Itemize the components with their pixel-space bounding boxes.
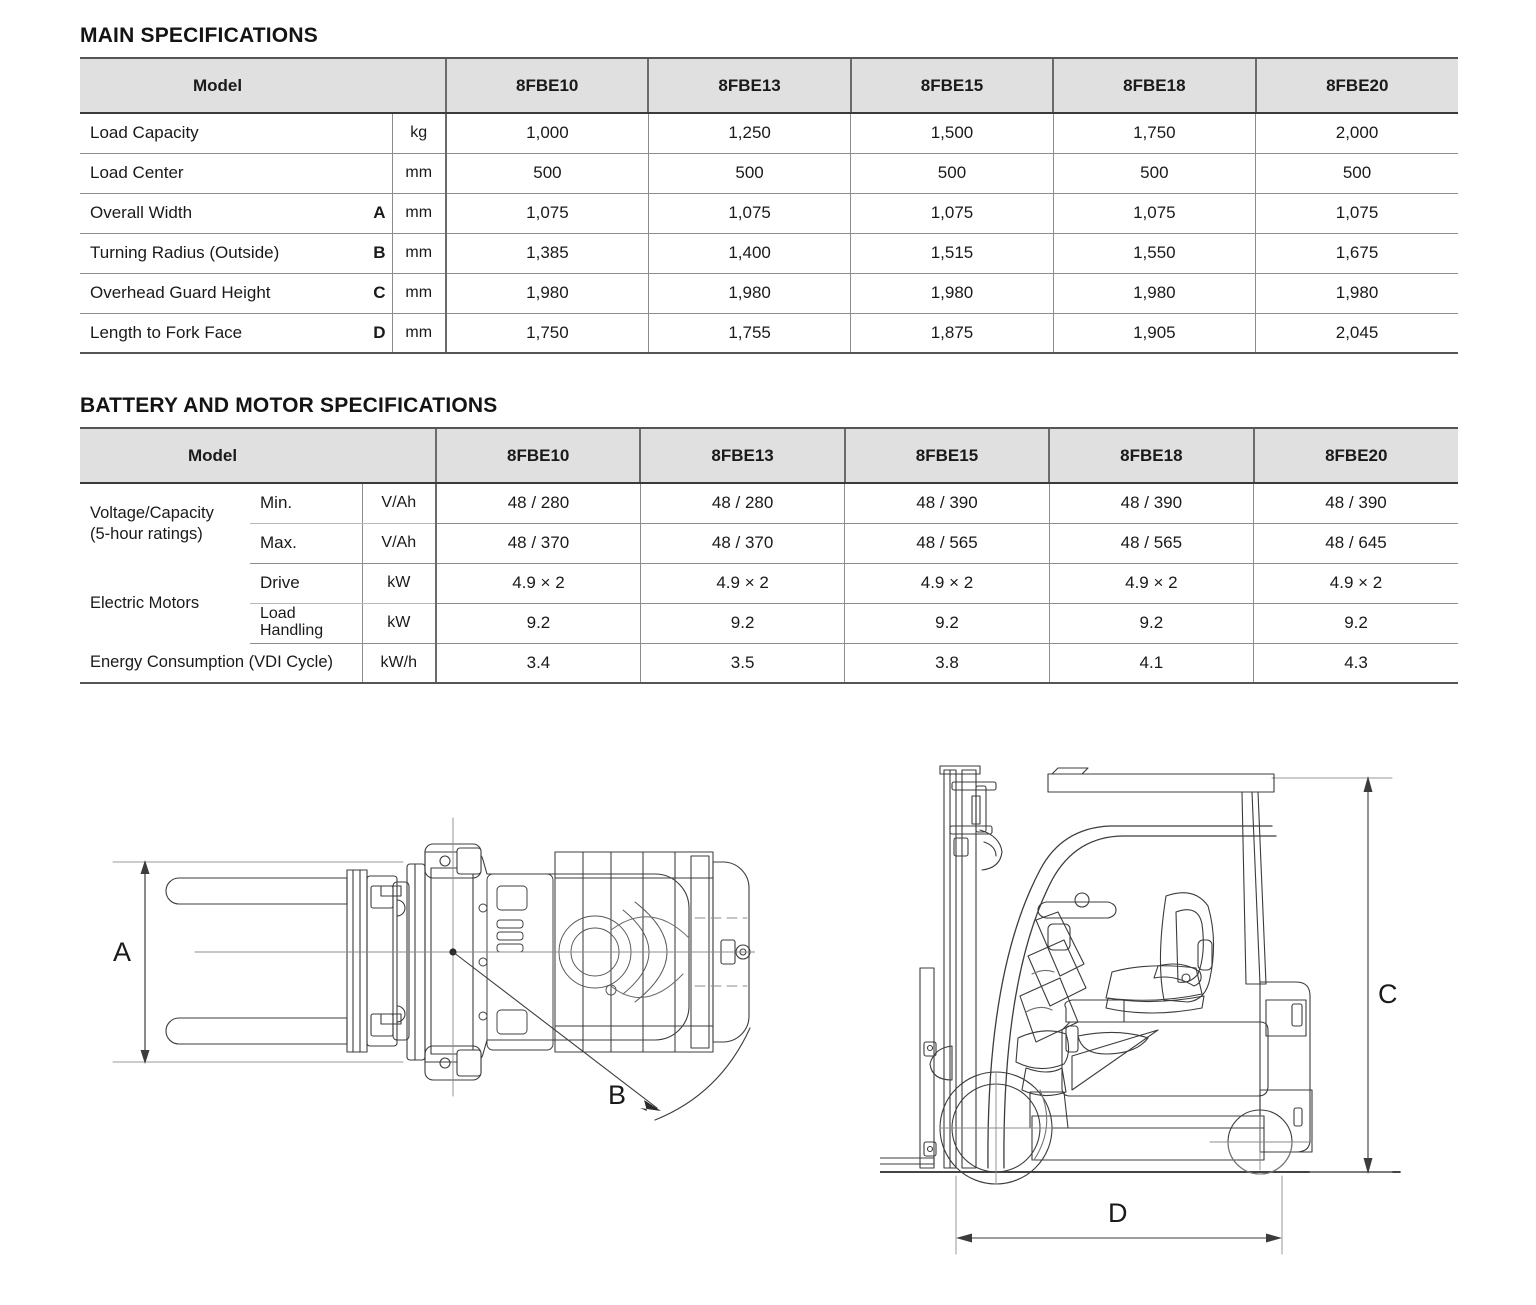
chassis-outline — [425, 844, 689, 1080]
row-label: Overall Width — [80, 193, 362, 233]
chassis-body — [1032, 982, 1312, 1160]
row-sublabel: Max. — [250, 523, 362, 563]
cell-value: 4.1 — [1049, 643, 1253, 683]
cell-value: 1,875 — [851, 313, 1053, 353]
group-label — [80, 563, 250, 643]
model-column-header-4: 8FBE20 — [1256, 58, 1458, 113]
row-sublabel-line2: Handling — [260, 622, 324, 639]
cell-value: 1,980 — [446, 273, 648, 313]
cell-value: 48 / 280 — [436, 483, 640, 523]
cell-value: 1,075 — [1053, 193, 1255, 233]
row-unit: mm — [392, 313, 446, 353]
cell-value: 4.9 × 2 — [1049, 563, 1253, 603]
table-row — [80, 563, 1458, 603]
table-row — [80, 273, 1458, 313]
table-header-row — [80, 428, 1458, 483]
cell-value: 1,905 — [1053, 313, 1255, 353]
cell-value: 4.3 — [1254, 643, 1458, 683]
row-unit: mm — [392, 233, 446, 273]
operator-seat — [1106, 893, 1214, 1013]
row-unit: kW/h — [362, 643, 436, 683]
row-sublabel: Drive — [250, 563, 362, 603]
model-column-header-3: 8FBE18 — [1049, 428, 1253, 483]
row-dim-letter — [362, 113, 392, 153]
row-dim-letter — [362, 153, 392, 193]
cell-value: 48 / 370 — [640, 523, 844, 563]
row-sublabel: Min. — [250, 483, 362, 523]
cell-value: 9.2 — [436, 603, 640, 643]
cell-value: 4.9 × 2 — [1254, 563, 1458, 603]
cell-value: 1,980 — [1053, 273, 1255, 313]
cell-value: 1,750 — [446, 313, 648, 353]
row-label: Load Center — [80, 153, 362, 193]
cell-value: 1,075 — [1256, 193, 1458, 233]
row-unit: kW — [362, 563, 436, 603]
cell-value: 9.2 — [1049, 603, 1253, 643]
row-label: Load Capacity — [80, 113, 362, 153]
row-unit: kg — [392, 113, 446, 153]
table-row — [80, 113, 1458, 153]
model-column-header-2: 8FBE15 — [845, 428, 1049, 483]
dimension-a-arrow — [141, 860, 150, 1064]
table-row — [80, 313, 1458, 353]
cell-value: 500 — [446, 153, 648, 193]
mast-carriage — [367, 864, 425, 1060]
model-column-header-3: 8FBE18 — [1053, 58, 1255, 113]
table-row — [80, 153, 1458, 193]
forklift-top-view-drawing — [95, 790, 755, 1215]
group-label-line2: (5-hour ratings) — [90, 524, 203, 543]
cell-value: 48 / 645 — [1254, 523, 1458, 563]
model-header: Model — [80, 428, 436, 483]
cell-value: 48 / 565 — [845, 523, 1049, 563]
row-unit: V/Ah — [362, 483, 436, 523]
cell-value: 48 / 390 — [1254, 483, 1458, 523]
table-row — [80, 233, 1458, 273]
model-header: Model — [80, 58, 446, 113]
cell-value: 3.5 — [640, 643, 844, 683]
row-sublabel — [250, 603, 362, 643]
table-row — [80, 483, 1458, 523]
model-column-header-4: 8FBE20 — [1254, 428, 1458, 483]
model-column-header-1: 8FBE13 — [648, 58, 850, 113]
model-column-header-1: 8FBE13 — [640, 428, 844, 483]
row-label: Overhead Guard Height — [80, 273, 362, 313]
cell-value: 1,550 — [1053, 233, 1255, 273]
cell-value: 1,400 — [648, 233, 850, 273]
cell-value: 500 — [851, 153, 1053, 193]
front-wheel — [940, 1072, 1052, 1184]
cell-value: 1,500 — [851, 113, 1053, 153]
row-sublabel-line1: Load — [260, 605, 296, 623]
cell-value: 4.9 × 2 — [436, 563, 640, 603]
cell-value: 1,000 — [446, 113, 648, 153]
cell-value: 9.2 — [640, 603, 844, 643]
dimension-label-d: D — [1108, 1198, 1128, 1228]
table-row — [80, 193, 1458, 233]
row-label: Length to Fork Face — [80, 313, 362, 353]
fork-tines — [166, 870, 367, 1052]
cell-value: 48 / 370 — [436, 523, 640, 563]
cell-value: 1,675 — [1256, 233, 1458, 273]
row-unit: mm — [392, 193, 446, 233]
dimension-c-arrow — [1364, 776, 1373, 1174]
row-dim-letter: B — [362, 233, 392, 273]
row-unit: mm — [392, 273, 446, 313]
fork-side-profile — [880, 1158, 934, 1164]
group-label — [80, 483, 250, 563]
cell-value: 500 — [1256, 153, 1458, 193]
row-unit: kW — [362, 603, 436, 643]
main-specifications-heading: MAIN SPECIFICATIONS — [80, 24, 318, 47]
cell-value: 1,075 — [446, 193, 648, 233]
cell-value: 48 / 390 — [845, 483, 1049, 523]
cell-value: 1,385 — [446, 233, 648, 273]
cell-value: 1,755 — [648, 313, 850, 353]
cell-value: 3.8 — [845, 643, 1049, 683]
row-label: Turning Radius (Outside) — [80, 233, 362, 273]
table-row — [80, 603, 1458, 643]
mast-assembly — [920, 766, 1002, 1168]
model-column-header-0: 8FBE10 — [446, 58, 648, 113]
cell-value: 48 / 565 — [1049, 523, 1253, 563]
cell-value: 500 — [648, 153, 850, 193]
row-dim-letter: C — [362, 273, 392, 313]
operator-compartment — [479, 874, 553, 1050]
row-label: Energy Consumption (VDI Cycle) — [80, 643, 362, 683]
cell-value: 9.2 — [845, 603, 1049, 643]
model-column-header-0: 8FBE10 — [436, 428, 640, 483]
dimension-label-c: C — [1378, 979, 1398, 1009]
table-row — [80, 523, 1458, 563]
cell-value: 1,750 — [1053, 113, 1255, 153]
cell-value: 1,515 — [851, 233, 1053, 273]
row-unit: V/Ah — [362, 523, 436, 563]
dimension-label-b: B — [608, 1080, 627, 1110]
table-row — [80, 643, 1458, 683]
cell-value: 48 / 280 — [640, 483, 844, 523]
cell-value: 9.2 — [1254, 603, 1458, 643]
cell-value: 4.9 × 2 — [845, 563, 1049, 603]
cell-value: 4.9 × 2 — [640, 563, 844, 603]
row-unit: mm — [392, 153, 446, 193]
row-dim-letter: A — [362, 193, 392, 233]
main-specifications-table — [80, 57, 1458, 354]
cell-value: 1,075 — [851, 193, 1053, 233]
cell-value: 2,000 — [1256, 113, 1458, 153]
cell-value: 1,075 — [648, 193, 850, 233]
cell-value: 2,045 — [1256, 313, 1458, 353]
row-dim-letter: D — [362, 313, 392, 353]
group-label-line1: Electric Motors — [90, 593, 200, 612]
table-header-row — [80, 58, 1458, 113]
cell-value: 500 — [1053, 153, 1255, 193]
forklift-side-view-drawing — [880, 760, 1440, 1285]
group-label-line1: Voltage/Capacity — [90, 503, 214, 522]
battery-motor-specifications-table — [80, 427, 1458, 684]
cell-value: 1,980 — [851, 273, 1053, 313]
cell-value: 1,250 — [648, 113, 850, 153]
model-column-header-2: 8FBE15 — [851, 58, 1053, 113]
cell-value: 3.4 — [436, 643, 640, 683]
cell-value: 48 / 390 — [1049, 483, 1253, 523]
dimension-label-a: A — [113, 937, 132, 967]
rear-wheel — [1210, 1110, 1312, 1174]
cell-value: 1,980 — [648, 273, 850, 313]
battery-motor-specifications-heading: BATTERY AND MOTOR SPECIFICATIONS — [80, 394, 498, 417]
turning-radius-arc — [453, 952, 750, 1120]
cell-value: 1,980 — [1256, 273, 1458, 313]
